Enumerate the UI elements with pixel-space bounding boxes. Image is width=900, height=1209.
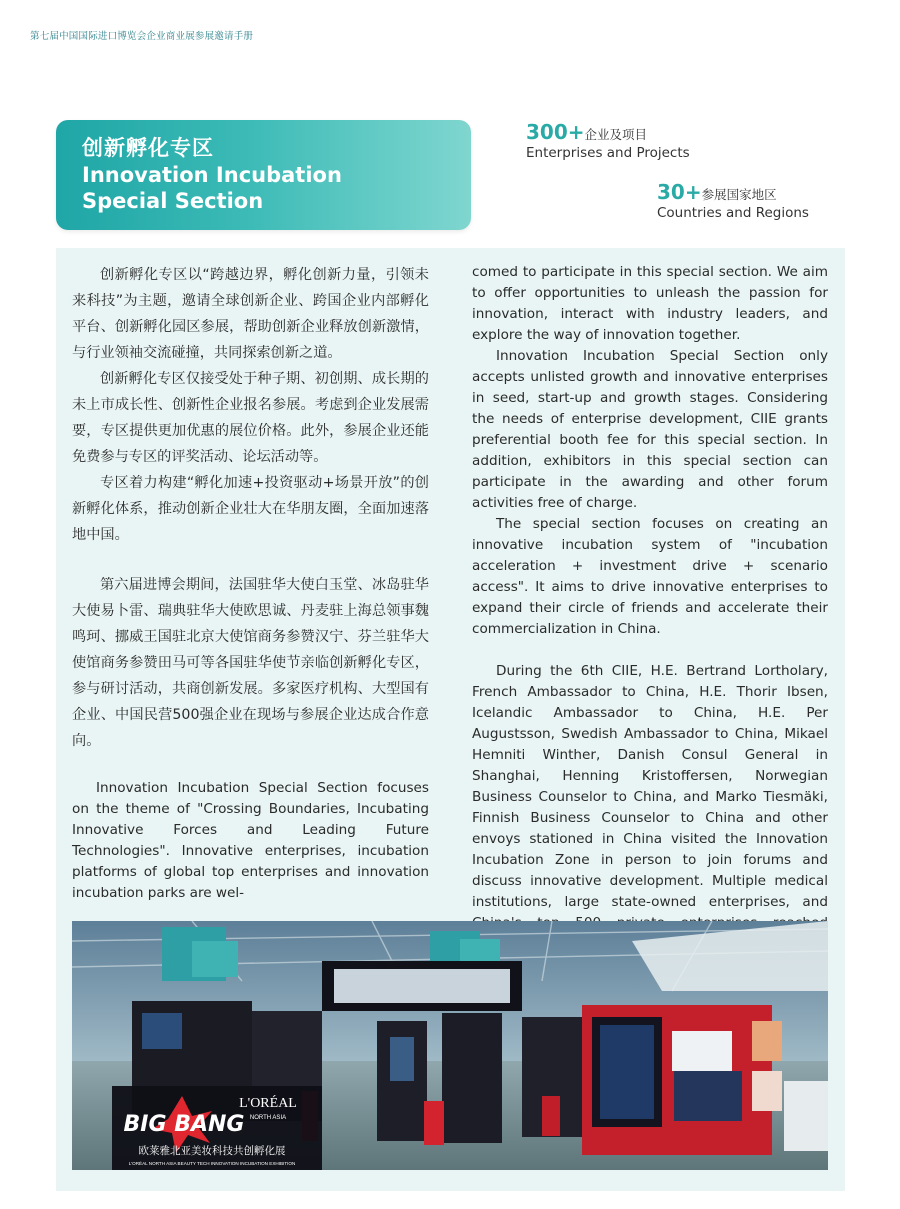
stat-label-cn: 企业及项目	[584, 127, 648, 142]
en-paragraph: The special section focuses on creating an innovative incubation system of "incubation acceleration + investment drive + scenario access". It aims to drive innovative enterprises to expand their circle of friends and accelerate their commercialization in China.	[472, 516, 828, 637]
cn-paragraph: 创新孵化专区以“跨越边界，孵化创新力量，引领未来科技”为主题，邀请全球创新企业、跨国企业内部孵化平台、创新孵化园区参展，帮助创新企业释放创新激情，与行业领袖交流碰撞，共同探索创新之道。	[72, 267, 429, 361]
right-column	[472, 262, 828, 955]
cn-paragraph: 专区着力构建“孵化加速+投资驱动+场景开放”的创新孵化体系，推动创新企业壮大在华朋友圈，全面加速落地中国。	[72, 475, 429, 543]
stat-number: 30+	[657, 180, 702, 204]
section-title-cn: 创新孵化专区	[82, 136, 214, 160]
exhibition-photo	[72, 921, 828, 1170]
en-intro-paragraph: Innovation Incubation Special Section focuses on the theme of "Crossing Boundaries, Incubating Innovative Forces and Leading Future Technologies". Innovative enterprises, incubation platforms of global top enterprises and innovation incubation parks are wel-	[72, 780, 429, 901]
brand-main-text: L'ORÉAL	[239, 1096, 297, 1111]
stat-label-en: Countries and Regions	[657, 205, 809, 221]
stat-label-cn: 参展国家地区	[701, 187, 777, 202]
cn-paragraph: 创新孵化专区仅接受处于种子期、初创期、成长期的未上市成长性、创新性企业报名参展。考虑到企业发展需要，专区提供更加优惠的展位价格。此外，参展企业还能免费参与专区的评奖活动、论坛活动等。	[72, 371, 429, 465]
banner-cn-text: 欧莱雅北亚美妆科技共创孵化展	[138, 1145, 286, 1157]
left-column	[72, 262, 429, 904]
cn-paragraph: 第六届进博会期间，法国驻华大使白玉堂、冰岛驻华大使易卜雷、瑞典驻华大使欧思诚、丹麦驻上海总领事魏鸣珂、挪威王国驻北京大使馆商务参赞汉宁、芬兰驻华大使馆商务参赞田马可等各国驻华使节亲临创新孵化专区，参与研讨活动，共商创新发展。多家医疗机构、大型国有企业、中国民营500强企业在现场与参展企业达成合作意向。	[72, 577, 429, 749]
running-header: 第七届中国国际进口博览会企业商业展参展邀请手册	[30, 31, 254, 42]
stat-countries	[657, 180, 809, 221]
section-title-card	[56, 120, 471, 230]
section-title-en-line2: Special Section	[82, 189, 264, 213]
banner-en-text: L'ORÉAL NORTH ASIA BEAUTY TECH INNOVATION INCUBATION EXHIBITION	[128, 1161, 296, 1166]
en-paragraph: Innovation Incubation Special Section only accepts unlisted growth and innovative enterprises in seed, start-up and growth stages. Considering the needs of enterprise development, CIIE grants preferential booth fee for this special section. In addition, exhibitors in this special section can participate in the awarding and other forum activities free of charge.	[472, 348, 828, 511]
en-intro-continued: comed to participate in this special section. We aim to offer opportunities to unleash the passion for innovation, interact with industry leaders, and explore the way of innovation together.	[472, 264, 828, 343]
brand-sub-text: NORTH ASIA	[249, 1115, 287, 1121]
en-paragraph: During the 6th CIIE, H.E. Bertrand Lortholary, French Ambassador to China, H.E. Thorir Ibsen, Icelandic Ambassador to China, H.E. Per Augustsson, Swedish Ambassador to China, Mikael Hemniti Winther, Danish Consul General in Shanghai, Henning Kristoffersen, Norwegian Business Counselor to China, and Marko Tiesmäki, Finnish Business Counselor to China and other envoys stationed in China visited the Innovation Incubation Zone in person to join forums and discuss innovative development. Multiple medical institutions, large state-owned enterprises, and	[472, 663, 828, 910]
stat-label-en: Enterprises and Projects	[526, 145, 690, 161]
bigbang-logo-text: BIG BANG	[123, 1112, 245, 1137]
stat-number: 300+	[526, 120, 585, 144]
section-title-en-line1: Innovation Incubation	[82, 163, 342, 187]
stat-enterprises	[526, 120, 690, 161]
